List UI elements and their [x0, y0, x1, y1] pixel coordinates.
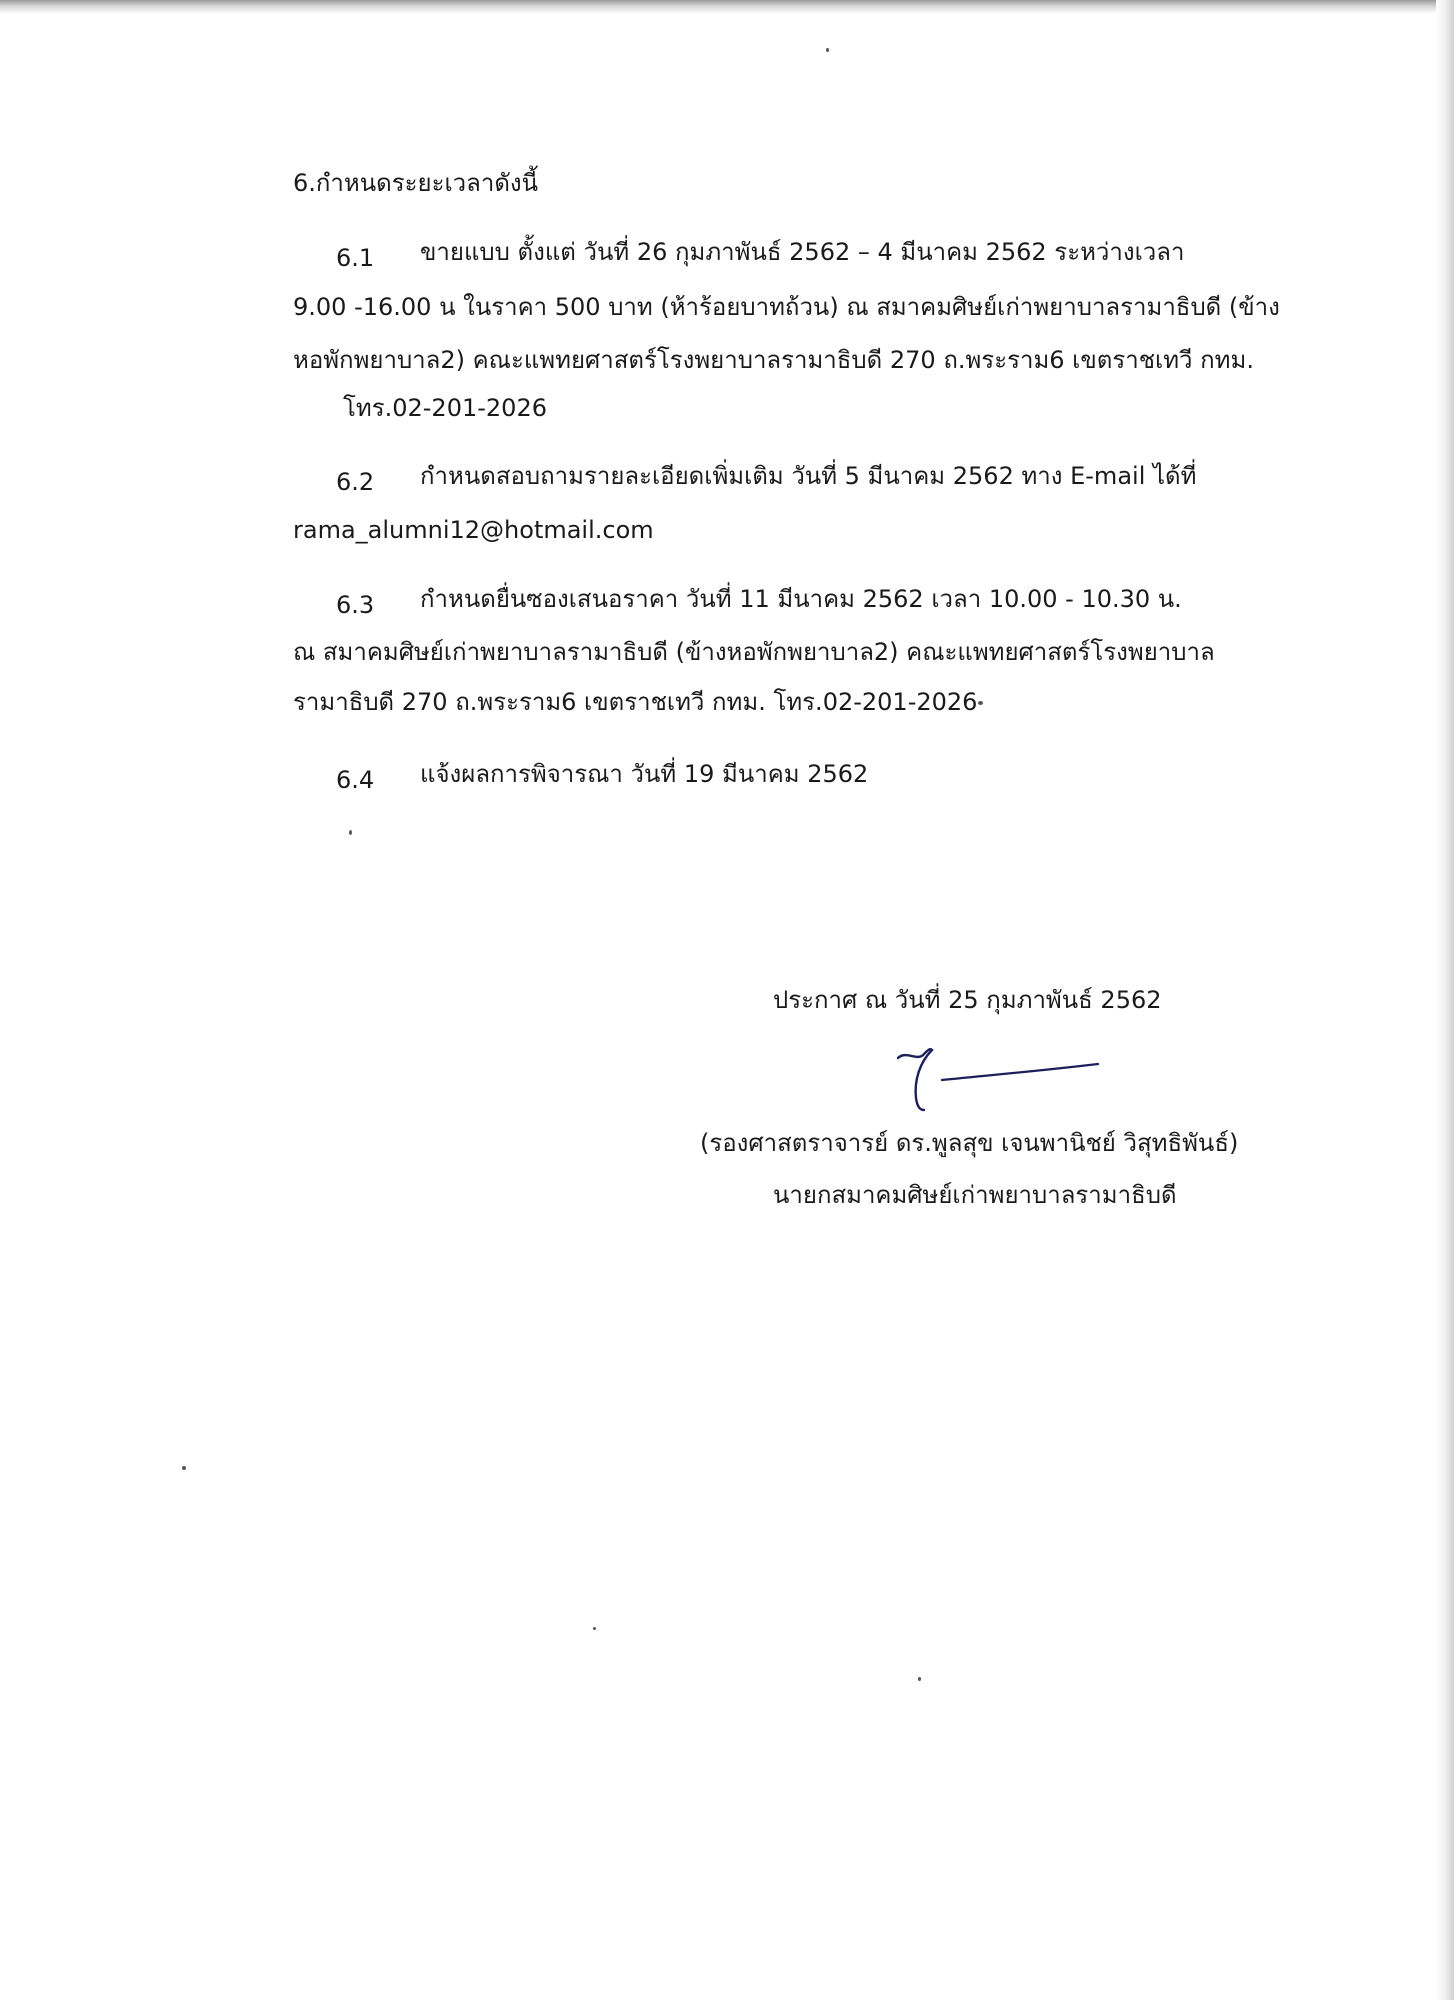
scan-speck — [826, 48, 829, 52]
item-6-3-line-1: กำหนดยื่นซองเสนอราคา วันที่ 11 มีนาคม 2562 เวลา 10.00 - 10.30 น. — [420, 585, 1182, 613]
scan-shadow-top — [0, 0, 1454, 14]
item-6-2-line-1: กำหนดสอบถามรายละเอียดเพิ่มเติม วันที่ 5 มีนาคม 2562 ทาง E-mail ได้ที่ — [420, 462, 1197, 490]
announcement-date: ประกาศ ณ วันที่ 25 กุมภาพันธ์ 2562 — [773, 986, 1162, 1014]
signer-title: นายกสมาคมศิษย์เก่าพยาบาลรามาธิบดี — [773, 1181, 1177, 1209]
section-heading: 6.กำหนดระยะเวลาดังนี้ — [293, 169, 539, 197]
scan-speck — [593, 1627, 596, 1630]
item-6-1-line-1: ขายแบบ ตั้งแต่ วันที่ 26 กุมภาพันธ์ 2562 – 4 มีนาคม 2562 ระหว่างเวลา — [420, 238, 1185, 266]
scan-shadow-right — [1436, 0, 1454, 2000]
scan-speck — [918, 1677, 921, 1681]
item-number-6-2: 6.2 — [336, 468, 375, 496]
scan-speck — [349, 830, 352, 835]
item-6-2-email: rama_alumni12@hotmail.com — [293, 516, 654, 544]
item-6-3-line-3: รามาธิบดี 270 ถ.พระราม6 เขตราชเทวี กทม. โทร.02-201-2026 — [293, 688, 978, 716]
item-number-6-4: 6.4 — [336, 766, 375, 794]
item-6-3-line-2: ณ สมาคมศิษย์เก่าพยาบาลรามาธิบดี (ข้างหอพักพยาบาล2) คณะแพทยศาสตร์โรงพยาบาล — [293, 638, 1215, 666]
item-number-6-1: 6.1 — [336, 244, 375, 272]
scan-speck — [182, 1466, 186, 1470]
item-6-4-line-1: แจ้งผลการพิจารณา วันที่ 19 มีนาคม 2562 — [420, 760, 869, 788]
item-number-6-3: 6.3 — [336, 591, 375, 619]
item-6-1-line-2: 9.00 -16.00 น ในราคา 500 บาท (ห้าร้อยบาทถ้วน) ณ สมาคมศิษย์เก่าพยาบาลรามาธิบดี (ข้าง — [293, 293, 1280, 321]
scan-speck — [978, 701, 983, 705]
signature-graphic — [880, 1040, 1120, 1120]
item-6-1-line-4: โทร.02-201-2026 — [343, 394, 547, 422]
signer-name: (รองศาสตราจารย์ ดร.พูลสุข เจนพานิชย์ วิสุทธิพันธ์) — [700, 1129, 1239, 1157]
item-6-1-line-3: หอพักพยาบาล2) คณะแพทยศาสตร์โรงพยาบาลรามาธิบดี 270 ถ.พระราม6 เขตราชเทวี กทม. — [293, 346, 1254, 374]
